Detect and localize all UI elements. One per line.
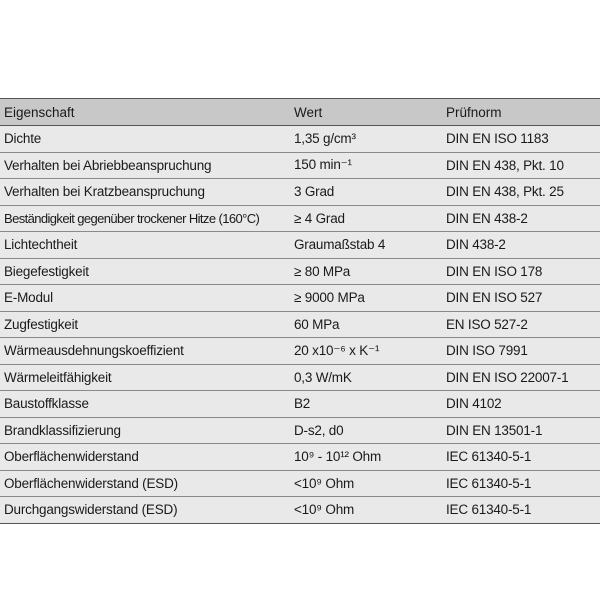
table-row (0, 444, 600, 471)
property-standard: IEC 61340-5-1 (445, 470, 600, 497)
property-standard: DIN 4102 (445, 391, 600, 418)
table-row (0, 179, 600, 206)
property-name: Wärmeausdehnungskoeffizient (0, 338, 293, 365)
property-name: Baustoffklasse (0, 391, 293, 418)
property-name: Biegefestigkeit (0, 258, 293, 285)
property-value: <10⁹ Ohm (293, 470, 445, 497)
property-name: Beständigkeit gegenüber trockener Hitze (160°C) (0, 205, 293, 232)
table-row (0, 205, 600, 232)
table-row (0, 258, 600, 285)
property-name: Durchgangswiderstand (ESD) (0, 497, 293, 524)
property-standard: DIN ISO 7991 (445, 338, 600, 365)
property-standard: IEC 61340-5-1 (445, 444, 600, 471)
property-name: Oberflächenwiderstand (0, 444, 293, 471)
property-standard: DIN 438-2 (445, 232, 600, 259)
header-eigenschaft: Eigenschaft (0, 99, 293, 126)
table-row (0, 417, 600, 444)
property-standard: DIN EN ISO 178 (445, 258, 600, 285)
property-value: B2 (293, 391, 445, 418)
property-value: ≥ 9000 MPa (293, 285, 445, 312)
property-name: Verhalten bei Kratzbeanspruchung (0, 179, 293, 206)
property-value: D-s2, d0 (293, 417, 445, 444)
property-value: <10⁹ Ohm (293, 497, 445, 524)
property-standard: DIN EN 438, Pkt. 10 (445, 152, 600, 179)
property-standard: DIN EN 438, Pkt. 25 (445, 179, 600, 206)
property-value: 10⁹ - 10¹² Ohm (293, 444, 445, 471)
property-standard: DIN EN ISO 527 (445, 285, 600, 312)
property-standard: EN ISO 527-2 (445, 311, 600, 338)
property-value: 60 MPa (293, 311, 445, 338)
property-name: Lichtechtheit (0, 232, 293, 259)
property-name: Zugfestigkeit (0, 311, 293, 338)
table-row (0, 311, 600, 338)
header-pruefnorm: Prüfnorm (445, 99, 600, 126)
table-row (0, 285, 600, 312)
property-name: Verhalten bei Abriebbeanspruchung (0, 152, 293, 179)
table-row (0, 126, 600, 153)
property-value: 0,3 W/mK (293, 364, 445, 391)
property-value: 3 Grad (293, 179, 445, 206)
property-standard: IEC 61340-5-1 (445, 497, 600, 524)
table-row (0, 391, 600, 418)
property-name: E-Modul (0, 285, 293, 312)
property-value: ≥ 80 MPa (293, 258, 445, 285)
table-header-row (0, 99, 600, 126)
property-name: Oberflächenwiderstand (ESD) (0, 470, 293, 497)
property-value: 20 x10⁻⁶ x K⁻¹ (293, 338, 445, 365)
header-wert: Wert (293, 99, 445, 126)
property-standard: DIN EN 13501-1 (445, 417, 600, 444)
table-row (0, 232, 600, 259)
table-row (0, 152, 600, 179)
property-value: 1,35 g/cm³ (293, 126, 445, 153)
table-row (0, 364, 600, 391)
property-standard: DIN EN ISO 1183 (445, 126, 600, 153)
table-row (0, 497, 600, 524)
table-row (0, 338, 600, 365)
property-name: Dichte (0, 126, 293, 153)
property-value: ≥ 4 Grad (293, 205, 445, 232)
property-name: Wärmeleitfähigkeit (0, 364, 293, 391)
property-value: Graumaßstab 4 (293, 232, 445, 259)
property-standard: DIN EN ISO 22007-1 (445, 364, 600, 391)
property-value: 150 min⁻¹ (293, 152, 445, 179)
property-name: Brandklassifizierung (0, 417, 293, 444)
table-row (0, 470, 600, 497)
properties-table-container (0, 98, 600, 524)
properties-table (0, 98, 600, 524)
property-standard: DIN EN 438-2 (445, 205, 600, 232)
